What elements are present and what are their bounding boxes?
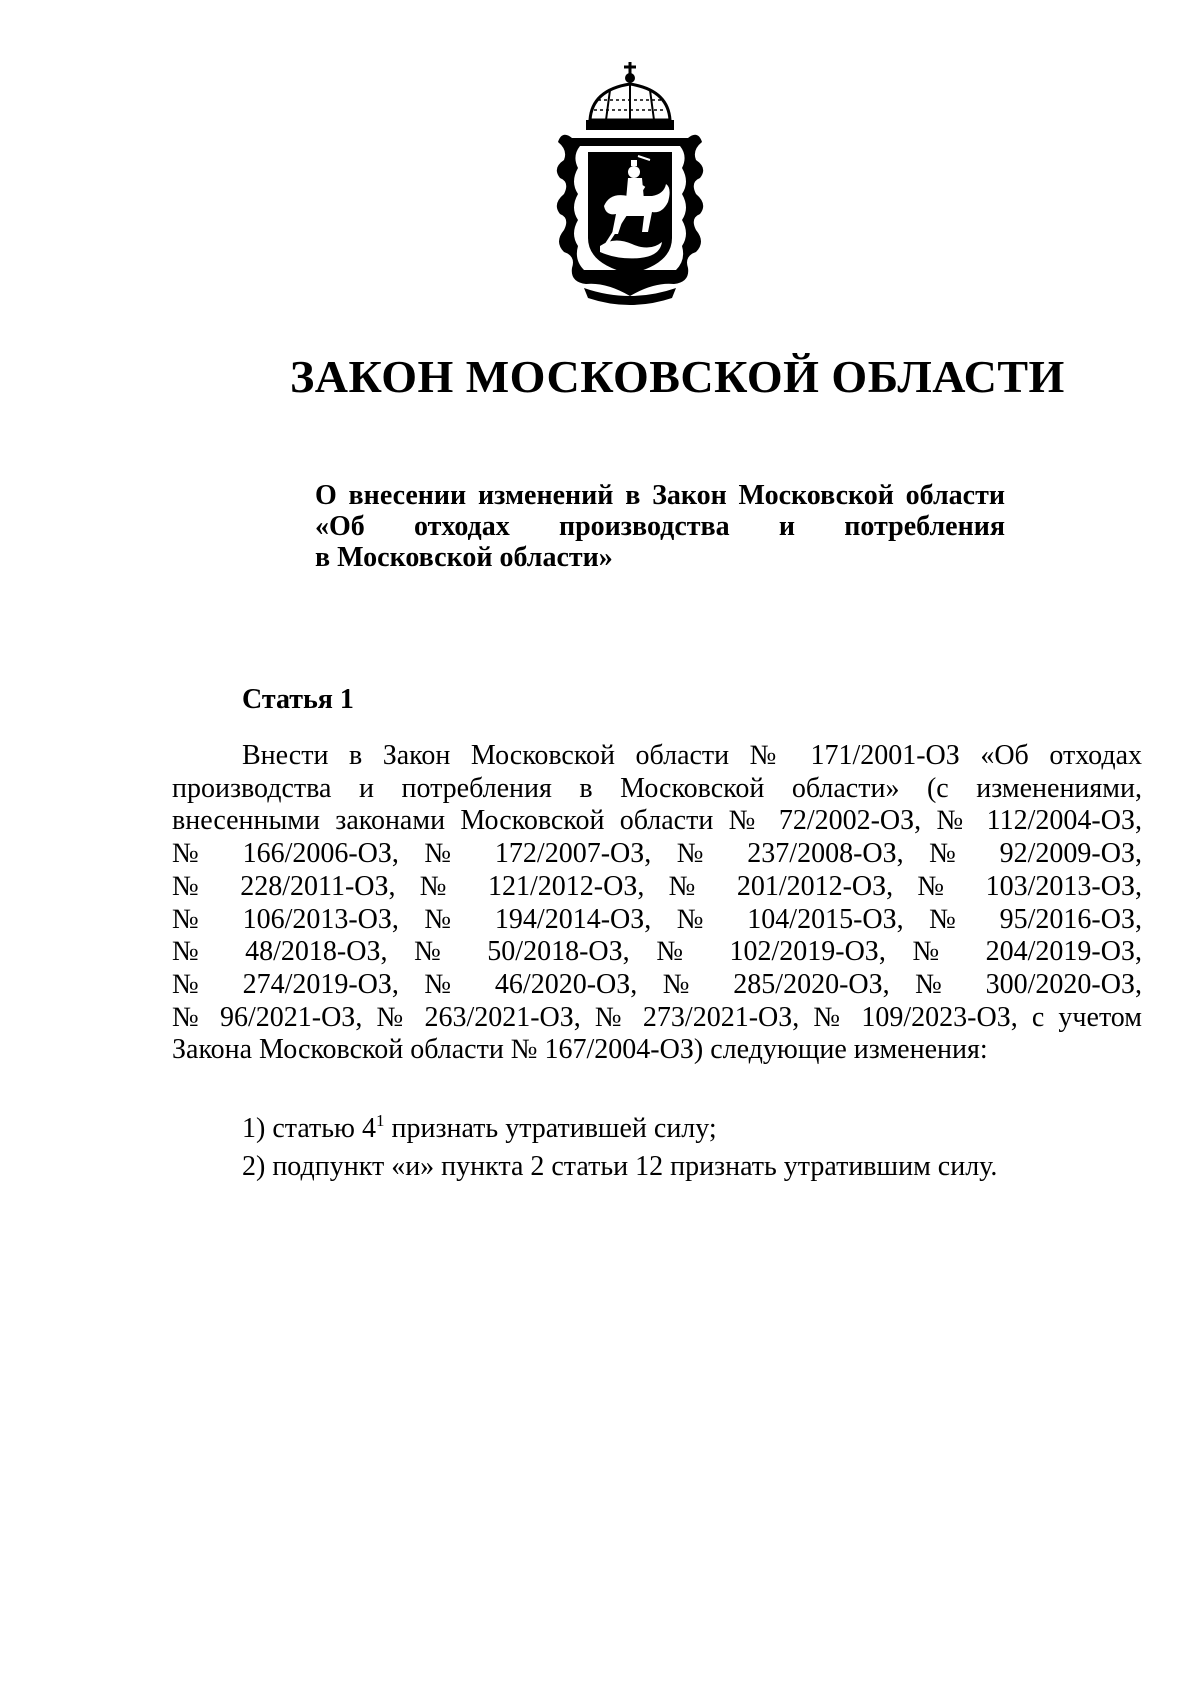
subject-line: в Московской области» <box>315 542 613 573</box>
article-line: производства и потребления в Московской области» (с изменениями, <box>172 772 1142 804</box>
change-item-text: признать утратившей силу; <box>384 1113 717 1144</box>
article-line: № 106/2013-ОЗ, № 194/2014-ОЗ, № 104/2015-ОЗ, № 95/2016-ОЗ, <box>172 903 1142 935</box>
law-title: ЗАКОН МОСКОВСКОЙ ОБЛАСТИ <box>290 351 1065 402</box>
article-line: внесенными законами Московской области № 72/2002-ОЗ, № 112/2004-ОЗ, <box>172 805 1142 837</box>
article-line: № 48/2018-ОЗ, № 50/2018-ОЗ, № 102/2019-ОЗ, № 204/2019-ОЗ, <box>172 936 1142 968</box>
change-item-text: 1) статью 4 <box>242 1113 376 1144</box>
law-subject <box>315 480 1005 573</box>
change-item: 2) подпункт «и» пункта 2 статьи 12 признать утратившим силу. <box>242 1151 998 1182</box>
article-line: № 228/2011-ОЗ, № 121/2012-ОЗ, № 201/2012-ОЗ, № 103/2013-ОЗ, <box>172 870 1142 902</box>
article-line: Внести в Закон Московской области № 171/2001-ОЗ «Об отходах <box>242 740 1142 771</box>
crown-icon <box>586 62 674 130</box>
subject-line: «Об отходах производства и потребления <box>315 511 1005 542</box>
article-line: № 166/2006-ОЗ, № 172/2007-ОЗ, № 237/2008-ОЗ, № 92/2009-ОЗ, <box>172 838 1142 870</box>
superscript: 1 <box>375 1111 385 1130</box>
change-item <box>242 1110 1142 1148</box>
article-line: № 274/2019-ОЗ, № 46/2020-ОЗ, № 285/2020-ОЗ, № 300/2020-ОЗ, <box>172 968 1142 1000</box>
changes-list <box>242 1110 1142 1186</box>
article-line: Закона Московской области № 167/2004-ОЗ) следующие изменения: <box>172 1034 988 1066</box>
moscow-oblast-coat-of-arms-icon <box>540 60 720 310</box>
article-line: № 96/2021-ОЗ, № 263/2021-ОЗ, № 273/2021-ОЗ, № 109/2023-ОЗ, с учетом <box>172 1001 1142 1033</box>
subject-line: О внесении изменений в Закон Московской области <box>315 480 1005 511</box>
article-heading: Статья 1 <box>242 684 354 715</box>
article-body <box>172 740 1142 1067</box>
